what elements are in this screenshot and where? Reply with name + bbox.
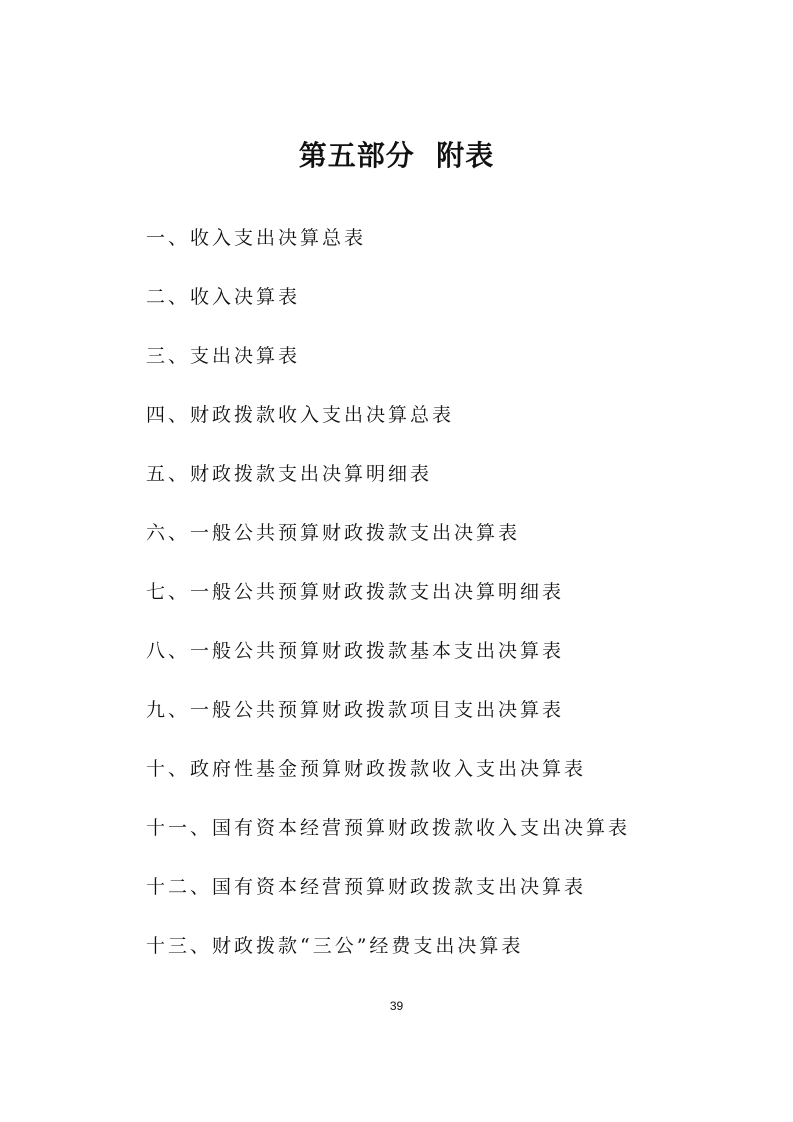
list-item: 一、收入支出决算总表	[146, 227, 367, 249]
list-item: 二、收入决算表	[146, 286, 301, 308]
list-item: 十、政府性基金预算财政拨款收入支出决算表	[146, 758, 587, 780]
list-item: 七、一般公共预算财政拨款支出决算明细表	[146, 581, 565, 603]
list-item: 十二、国有资本经营预算财政拨款支出决算表	[146, 876, 587, 898]
list-item: 九、一般公共预算财政拨款项目支出决算表	[146, 699, 565, 721]
page-number: 39	[389, 999, 404, 1013]
appendix-table-list	[146, 222, 706, 989]
list-item: 五、财政拨款支出决算明细表	[146, 463, 433, 485]
list-item: 十一、国有资本经营预算财政拨款收入支出决算表	[146, 817, 631, 839]
list-item: 六、一般公共预算财政拨款支出决算表	[146, 522, 521, 544]
list-item: 四、财政拨款收入支出决算总表	[146, 404, 455, 426]
list-item: 三、支出决算表	[146, 345, 301, 367]
list-item: 八、一般公共预算财政拨款基本支出决算表	[146, 640, 565, 662]
page-title: 第五部分 附表	[298, 139, 495, 172]
list-item: 十三、财政拨款“三公”经费支出决算表	[146, 935, 524, 957]
